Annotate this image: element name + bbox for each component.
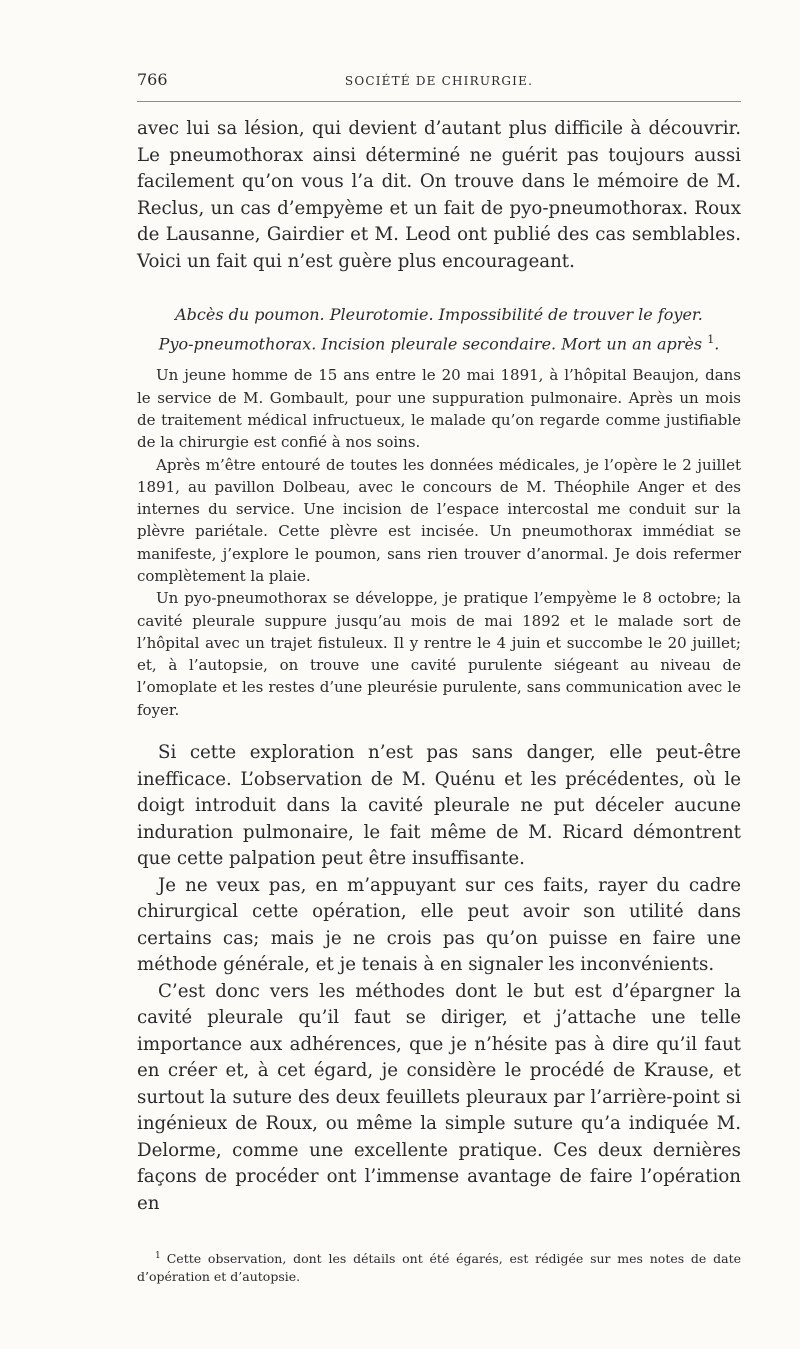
footnote-mark: 1 bbox=[155, 1251, 161, 1262]
observation-paragraph: Un pyo-pneumothorax se développe, je pratique l’empyème le 8 octobre; la cavité pleurale suppure jusqu’au mois de mai 1892 et le malade sort de l’hôpital avec un trajet fistuleux. Il y rentre le 4 juin et succombe le 20 juillet; et, à l’autopsie, on trouve une cavité purulente siégeant au niveau de l’omoplate et les restes d’une pleurésie purulente, sans communication avec le foyer. bbox=[137, 589, 741, 719]
footnote bbox=[137, 1247, 741, 1286]
observation-paragraph: Après m’être entouré de toutes les données médicales, je l’opère le 2 juillet 1891, au pavillon Dolbeau, avec le concours de M. Théophile Anger et des internes du service. Une incision de l’espace intercostal me conduit sur la plèvre pariétale. Cette plèvre est incisée. Un pneumothorax immédiat se manifeste, j’explore le poumon, sans rien trouver d’anormal. Je dois refermer complètement la plaie. bbox=[137, 455, 741, 585]
observation-paragraph: Un jeune homme de 15 ans entre le 20 mai 1891, à l’hôpital Beaujon, dans le service de M. Gombault, pour une suppuration pulmonaire. Après un mois de traitement médical infructueux, le malade qu’on regarde comme justifiable de la chirurgie est confié à nos soins. bbox=[137, 366, 741, 452]
lead-paragraph: avec lui sa lésion, qui devient d’autant plus difficile à découvrir. Le pneumothorax ainsi déterminé ne guérit pas toujours aussi facilement qu’on vous l’a dit. On trouve dans le mémoire de M. Reclus, un cas d’empyème et un fait de pyo-pneumothorax. Roux de Lausanne, Gairdier et M. Leod ont publié des cas semblables. Voici un fait qui n’est guère plus encourageant. bbox=[137, 118, 741, 272]
body-paragraph: Si cette exploration n’est pas sans danger, elle peut-être inefficace. L’observation de M. Quénu et les précédentes, où le doigt introduit dans la cavité pleurale ne put déceler aucune induration pulmonaire, le fait même de M. Ricard démontrent que cette palpation peut être insuffisante. bbox=[137, 742, 741, 870]
page-header bbox=[137, 70, 741, 96]
page-number: 766 bbox=[137, 70, 168, 89]
observation-title-line-2: Pyo-pneumothorax. Incision pleurale secondaire. Mort un an après $^1$. bbox=[158, 333, 720, 354]
observation-title-line-2-text: Pyo-pneumothorax. Incision pleurale secondaire. Mort un an après bbox=[158, 334, 703, 354]
observation-title-line-1: Abcès du poumon. Pleurotomie. Impossibilité de trouver le foyer. bbox=[175, 305, 703, 324]
footnote-text: Cette observation, dont les détails ont été égarés, est rédigée sur mes notes de date d’opération et d’autopsie. bbox=[137, 1251, 741, 1285]
body-paragraph: Je ne veux pas, en m’appuyant sur ces faits, rayer du cadre chirurgical cette opération, elle peut avoir son utilité dans certains cas; mais je ne crois pas qu’on puisse en faire une méthode générale, et je tenais à en signaler les inconvénients. bbox=[137, 874, 741, 976]
running-title: SOCIÉTÉ DE CHIRURGIE. bbox=[344, 74, 534, 88]
body-paragraph: C’est donc vers les méthodes dont le but est d’épargner la cavité pleurale qu’il faut se diriger, et j’attache une telle importance aux adhérences, que je n’hésite pas à dire qu’il faut en créer et, à cet égard, je considère le procédé de Krause, et surtout la suture des deux feuillets pleuraux par l’arrière-point si ingénieux de Roux, ou même la simple suture qu’a indiquée M. Delorme, comme une excellente pratique. Ces deux dernières façons de procéder ont l’immense avantage de faire l’opération en bbox=[137, 980, 741, 1214]
footnote-reference: 1 bbox=[707, 333, 715, 346]
book-page bbox=[137, 70, 741, 1286]
header-rule bbox=[137, 101, 741, 102]
observation-title bbox=[137, 302, 741, 356]
